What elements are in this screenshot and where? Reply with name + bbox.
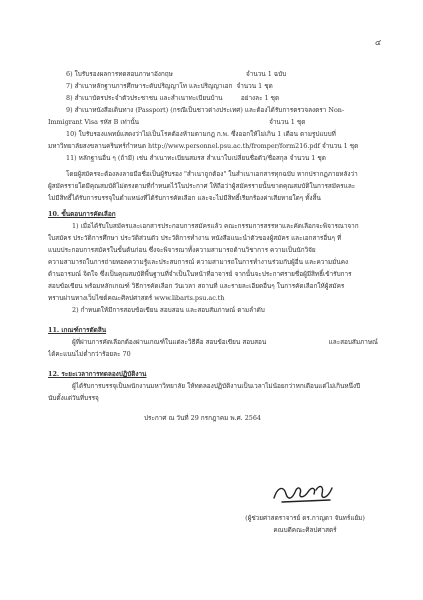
list-item: Immigrant Visa รหัส B เท่านั้น จำนวน 1 ชุด bbox=[48, 118, 306, 126]
paragraph-line: แนบประกอบการสมัครในขั้นต้นก่อน ซึ่งจะพิจารณาทั้งความสามารถด้านวิชาการ ความเป็นนักวิจัย bbox=[48, 246, 316, 254]
list-item: 9) สำเนาหนังสือเดินทาง (Passport) (กรณีเป็นชาวต่างประเทศ) และต้องได้รับการตรวจลงตรา Non- bbox=[66, 106, 345, 114]
signature-block bbox=[230, 480, 380, 536]
list-item: มหาวิทยาลัยสงขลานครินทร์กำหนด http://www.personnel.psu.ac.th/fromper/form216.pdf จำนวน 1 ชุด bbox=[48, 142, 359, 150]
signatory-title: คณบดีคณะศิลปศาสตร์ bbox=[273, 526, 337, 534]
signature-image bbox=[270, 480, 340, 506]
paragraph-line: โดยผู้สมัครจะต้องลงลายมือชื่อเป็นผู้รับรอง "สำเนาถูกต้อง" ในสำเนาเอกสารทุกฉบับ หากปรากฏภายหลังว่า bbox=[66, 170, 358, 178]
paragraph-line: สอบข้อเขียน พร้อมหลักเกณฑ์ วิธีการคัดเลือก วันเวลา สถานที่ และรายละเอียดอื่นๆ ในการคัดเลือกให้ผู้สมัคร bbox=[48, 282, 345, 290]
paragraph-line: ผู้ได้รับการบรรจุเป็นพนักงานมหาวิทยาลัย ให้ทดลองปฏิบัติงานเป็นเวลาไม่น้อยกว่าหกเดือนแต่ไม่เกินหนึ่งปี bbox=[72, 382, 361, 390]
list-item: 11) หลักฐานอื่น ๆ (ถ้ามี) เช่น สำเนาทะเบียนสมรส สำเนาใบเปลี่ยนชื่อตัว/ชื่อสกุล จำนวน 1 ชุด bbox=[66, 154, 326, 162]
paragraph-line: นับตั้งแต่วันที่บรรจุ bbox=[48, 394, 99, 402]
paragraph-line: ได้คะแนนไม่ต่ำกว่าร้อยละ 70 bbox=[48, 350, 131, 358]
paragraph-line: ทราบผ่านทางเว็บไซต์คณะศิลปศาสตร์ www.libarts.psu.ac.th bbox=[48, 294, 225, 302]
page-number: ๔ bbox=[374, 38, 381, 47]
paragraph-line: ผู้ที่ผ่านการคัดเลือกต้องผ่านเกณฑ์ในแต่ละวิธีคือ สอบข้อเขียน สอบสอน และสอบสัมภาษณ์ bbox=[72, 338, 378, 346]
announce-date: ประกาศ ณ วันที่ 29 กรกฎาคม พ.ศ. 2564 bbox=[144, 414, 261, 422]
paragraph-line: ด้านอารมณ์ จิตใจ ซึ่งเป็นคุณสมบัติพื้นฐานที่จำเป็นในหน้าที่อาจารย์ จากนั้นจะประกาศรายชื่อผู้มีสิทธิ์เข้ารับการ bbox=[48, 270, 352, 278]
paragraph-line: ไม่มีสิทธิ์ได้รับการบรรจุในตำแหน่งที่ได้รับการคัดเลือก และจะไม่มีสิทธิ์เรียกร้องค่าเสียหายใดๆ ทั้งสิ้น bbox=[48, 194, 321, 202]
signatory-name: (ผู้ช่วยศาสตราจารย์ ดร.กาญดา จันทร์แย้ม) bbox=[245, 514, 365, 522]
paragraph-line: ความสามารถในการถ่ายทอดความรู้และประสบการณ์ ความสามารถในการทำงานร่วมกับผู้อื่น และความมั่นคง bbox=[48, 258, 349, 266]
paragraph-line: 1) เมื่อได้รับใบสมัครและเอกสารประกอบการสมัครแล้ว คณะกรรมการสรรหาและคัดเลือกจะพิจารณาจาก bbox=[72, 222, 359, 230]
paragraph-line: ใบสมัคร ประวัติการศึกษา ประวัติส่วนตัว ประวัติการทำงาน หนังสือแนะนำตัวของผู้สมัคร และเอกสารอื่นๆ ที่ bbox=[48, 234, 342, 242]
paragraph-line: ผู้สมัครรายใดมีคุณสมบัติไม่ตรงตามที่กำหนดไว้ในประกาศ ให้ถือว่าผู้สมัครรายนั้นขาดคุณสมบัติในการสมัครและ bbox=[48, 182, 356, 190]
list-item: 6) ใบรับรองผลการทดสอบภาษาอังกฤษ จำนวน 1 ฉบับ bbox=[66, 70, 287, 78]
section-heading: 11. เกณฑ์การตัดสิน bbox=[48, 326, 107, 334]
paragraph-line: 2) กำหนดให้มีการสอบข้อเขียน สอบสอน และสอบสัมภาษณ์ ตามลำดับ bbox=[72, 306, 265, 314]
document-body bbox=[48, 68, 378, 424]
section-heading: 10. ขั้นตอนการคัดเลือก bbox=[48, 210, 116, 218]
list-item: 7) สำเนาหลักฐานการศึกษาระดับปริญญาโท และปริญญาเอก จำนวน 1 ชุด bbox=[66, 82, 273, 90]
list-item: 8) สำเนาบัตรประจำตัวประชาชน และสำเนาทะเบียนบ้าน อย่างละ 1 ชุด bbox=[66, 94, 280, 102]
list-item: 10) ใบรับรองแพทย์แสดงว่าไม่เป็นโรคต้องห้ามตามกฎ ก.พ. ซึ่งออกให้ไม่เกิน 1 เดือน ตามรูปแบบที่ bbox=[66, 130, 336, 138]
section-heading: 12. ระยะเวลาการทดลองปฏิบัติงาน bbox=[48, 370, 147, 378]
